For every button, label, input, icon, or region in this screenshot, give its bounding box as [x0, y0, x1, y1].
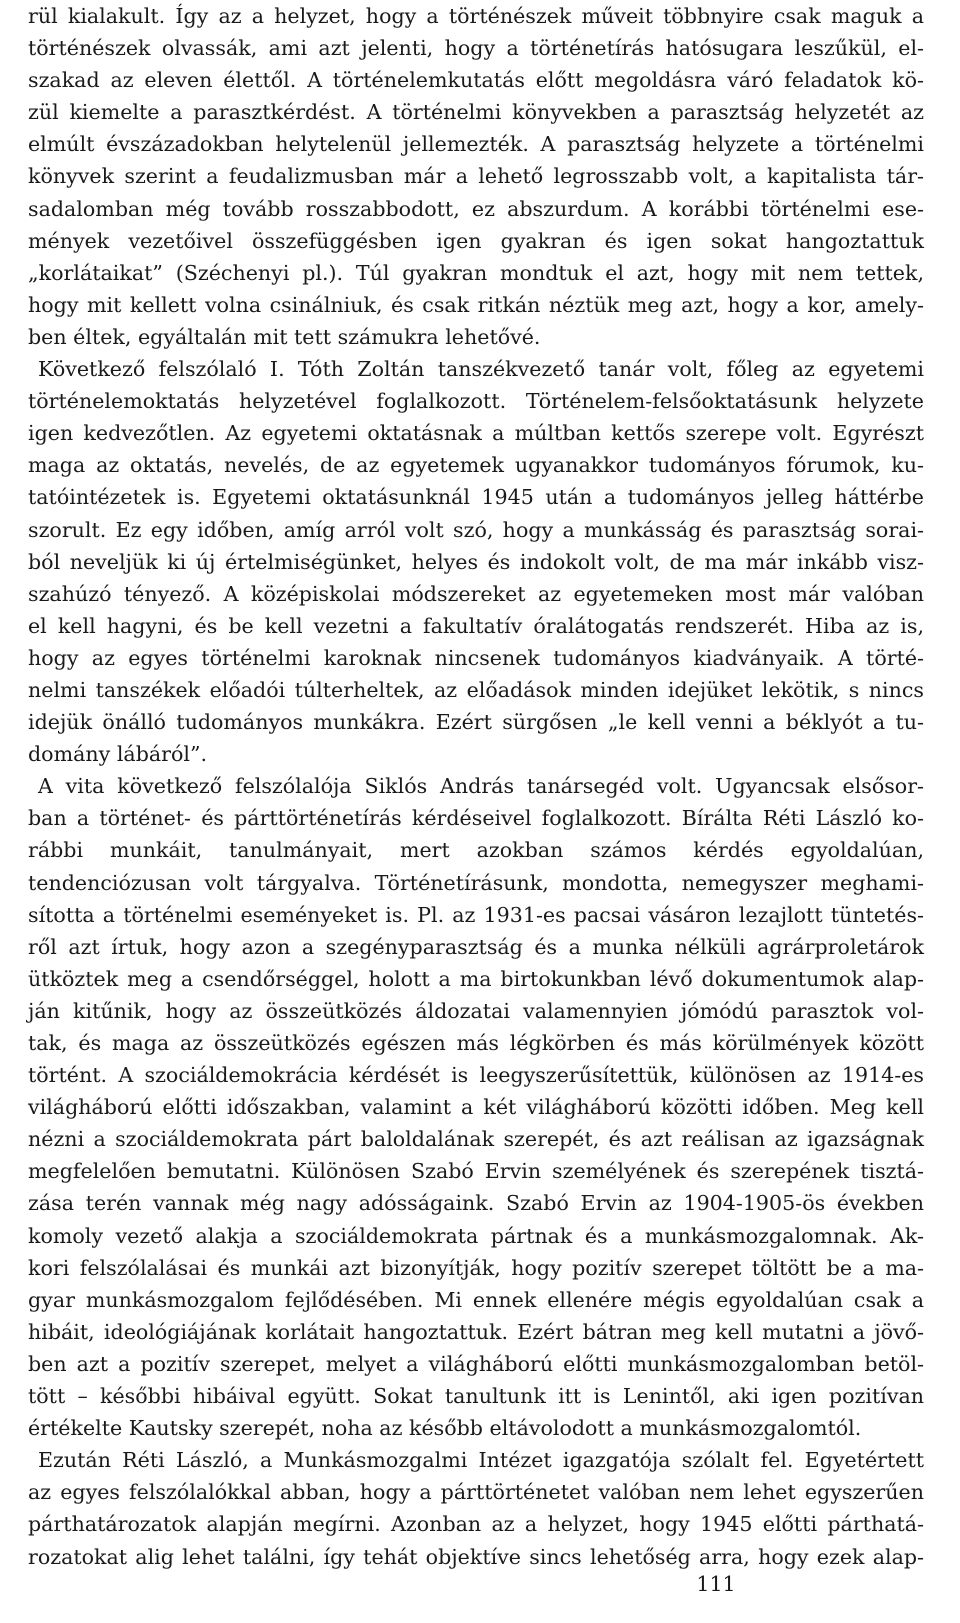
- text-line: elmúlt évszázadokban helytelenül jellemezték. A parasztság helyzete a történelmi: [28, 132, 924, 157]
- text-line: tendenciózusan volt tárgyalva. Történetírásunk, mondotta, nemegyszer meghami-: [28, 870, 924, 895]
- text-line: rül kialakult. Így az a helyzet, hogy a történészek műveit többnyire csak maguk a: [28, 4, 924, 28]
- text-line: domány lábáról”.: [28, 742, 208, 767]
- text-line: tatóintézetek is. Egyetemi oktatásunknál 1945 után a tudományos jelleg háttérbe: [28, 485, 924, 510]
- text-line: sította a történelmi eseményeket is. Pl. az 1931-es pacsai vásáron lezajlott tüntetés-: [28, 902, 924, 927]
- text-line: hogy mit kellett volna csinálniuk, és csak ritkán néztük meg azt, hogy a kor, amely-: [28, 292, 924, 317]
- page-number: 111: [696, 1572, 736, 1596]
- text-line: ján kitűnik, hogy az összeütközés áldozatai valamennyien jómódú parasztok vol-: [28, 998, 924, 1023]
- text-line: gyar munkásmozgalom fejlődésében. Mi ennek ellenére mégis egyoldalúan csak a: [28, 1287, 924, 1312]
- text-line: ben azt a pozitív szerepet, melyet a világháború előtti munkásmozgalomban betöl-: [28, 1351, 924, 1376]
- text-line: el kell hagyni, és be kell vezetni a fakultatív óralátogatás rendszerét. Hiba az is,: [28, 613, 924, 638]
- text-line: Következő felszólaló I. Tóth Zoltán tanszékvezető tanár volt, főleg az egyetemi: [38, 357, 924, 382]
- text-line: történészek olvassák, ami azt jelenti, hogy a történetírás hatósugara leszűkül, el-: [28, 36, 924, 61]
- text-line: rábbi munkáit, tanulmányait, mert azokban számos kérdés egyoldalúan,: [28, 838, 924, 863]
- text-line: nézni a szociáldemokrata párt baloldalának szerepét, és azt reálisan az igazságnak: [28, 1127, 924, 1152]
- text-line: ból neveljük ki új értelmiségünket, helyes és indokolt volt, de ma már inkább visz-: [28, 549, 924, 574]
- text-line: ben éltek, egyáltalán mit tett számukra lehetővé.: [28, 324, 541, 349]
- text-line: párthatározatok alapján megírni. Azonban az a helyzet, hogy 1945 előtti párthatá-: [28, 1512, 924, 1537]
- text-line: komoly vezető alakja a szociáldemokrata pártnak és a munkásmozgalomnak. Ak-: [28, 1223, 924, 1248]
- text-line: mények vezetőivel összefüggésben igen gyakran és igen sokat hangoztattuk: [28, 228, 924, 253]
- text-line: könyvek szerint a feudalizmusban már a lehető legrosszabb volt, a kapitalista tár-: [28, 164, 924, 189]
- text-line: az egyes felszólalókkal abban, hogy a párttörténetet valóban nem lehet egyszerűen: [28, 1480, 924, 1505]
- text-line: megfelelően bemutatni. Különösen Szabó Ervin személyének és szerepének tisztá-: [28, 1159, 924, 1184]
- text-line: hibáit, ideológiájának korlátait hangoztattuk. Ezért bátran meg kell mutatni a jövő-: [28, 1319, 924, 1344]
- text-line: történt. A szociáldemokrácia kérdését is leegyszerűsítettük, különösen az 1914-es: [28, 1063, 924, 1088]
- text-line: tött – későbbi hibáival együtt. Sokat tanultunk itt is Lenintől, aki igen pozitívan: [28, 1384, 924, 1409]
- text-line: kori felszólalásai és munkái azt bizonyítják, hogy pozitív szerepet töltött be a ma-: [28, 1255, 924, 1280]
- text-line: sadalomban még tovább rosszabbodott, ez abszurdum. A korábbi történelmi ese-: [28, 196, 924, 221]
- text-line: idejük önálló tudományos munkákra. Ezért sürgősen „le kell venni a béklyót a tu-: [28, 710, 924, 735]
- text-line: ről azt írtuk, hogy azon a szegényparasztság és a munka nélküli agrárproletárok: [28, 934, 924, 959]
- text-line: zül kiemelte a parasztkérdést. A történelmi könyvekben a parasztság helyzetét az: [28, 100, 924, 125]
- text-line: A vita következő felszólalója Siklós András tanársegéd volt. Ugyancsak elsősor-: [38, 774, 924, 799]
- text-line: értékelte Kautsky szerepét, noha az később eltávolodott a munkásmozgalomtól.: [28, 1416, 862, 1441]
- text-line: hogy az egyes történelmi karoknak nincsenek tudományos kiadványaik. A törté-: [28, 645, 924, 670]
- text-line: ütköztek meg a csendőrséggel, holott a ma birtokunkban lévő dokumentumok alap-: [28, 966, 924, 991]
- text-line: maga az oktatás, nevelés, de az egyetemek ugyanakkor tudományos fórumok, ku-: [28, 453, 924, 478]
- text-line: világháború előtti időszakban, valamint a két világháború közötti időben. Meg kell: [28, 1095, 924, 1120]
- text-line: zása terén vannak még nagy adósságaink. Szabó Ervin az 1904-1905-ös években: [28, 1191, 924, 1216]
- text-line: szahúzó tényező. A középiskolai módszereket az egyetemeken most már valóban: [28, 581, 924, 606]
- text-line: nelmi tanszékek előadói túlterheltek, az előadások minden idejüket lekötik, s nincs: [28, 677, 924, 702]
- text-line: tak, és maga az összeütközés egészen más légkörben és más körülmények között: [28, 1031, 924, 1055]
- text-line: történelemoktatás helyzetével foglalkozott. Történelem-felsőoktatásunk helyzete: [28, 389, 924, 414]
- text-line: „korlátaikat” (Széchenyi pl.). Túl gyakran mondtuk el azt, hogy mit nem tettek,: [28, 260, 924, 285]
- document-body: [28, 0, 924, 1573]
- text-line: szakad az eleven élettől. A történelemkutatás előtt megoldásra váró feladatok kö-: [28, 68, 924, 93]
- text-line: Ezután Réti László, a Munkásmozgalmi Intézet igazgatója szólalt fel. Egyetértett: [38, 1448, 924, 1473]
- text-line: igen kedvezőtlen. Az egyetemi oktatásnak a múltban kettős szerepe volt. Egyrészt: [28, 421, 924, 446]
- text-line: rozatokat alig lehet találni, így tehát objektíve sincs lehetőség arra, hogy ezek alap-: [28, 1544, 924, 1569]
- text-line: szorult. Ez egy időben, amíg arról volt szó, hogy a munkásság és parasztság sorai-: [28, 517, 924, 542]
- text-line: ban a történet- és párttörténetírás kérdéseivel foglalkozott. Bírálta Réti László ko-: [28, 806, 924, 831]
